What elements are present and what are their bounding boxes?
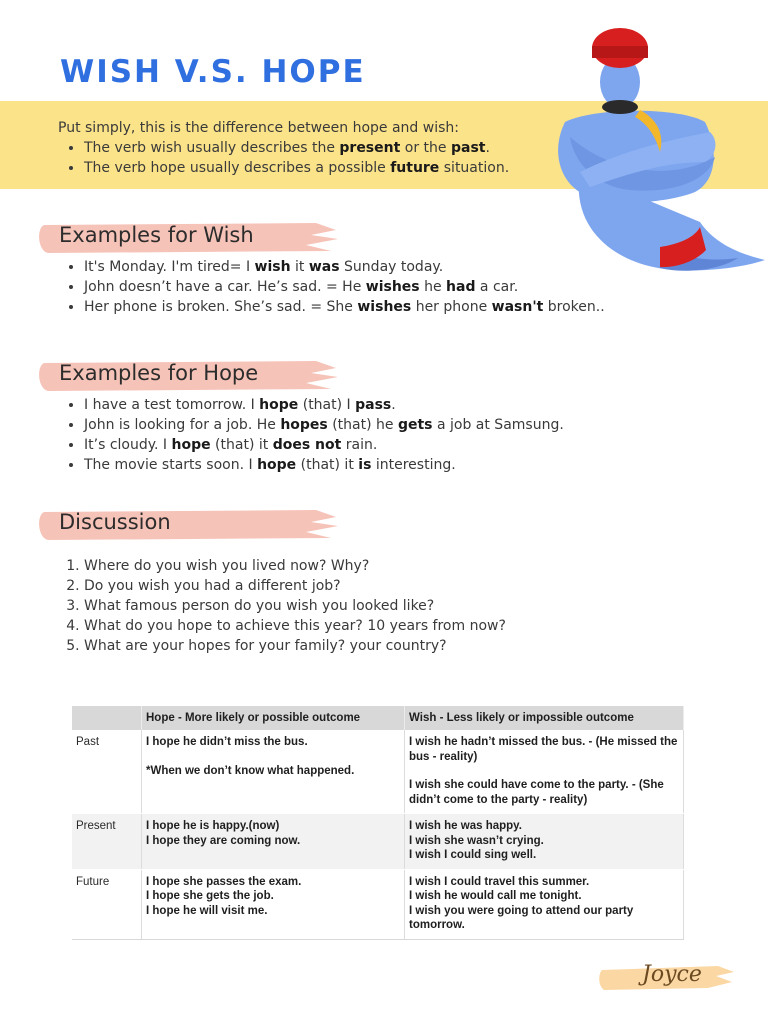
wish-examples-list bbox=[58, 257, 605, 317]
intro-item: • The verb wish usually describes the present or the past. bbox=[84, 138, 509, 158]
hope-heading bbox=[36, 359, 336, 393]
table-cell: Future bbox=[72, 869, 142, 939]
intro-lead: Put simply, this is the difference between hope and wish: bbox=[58, 120, 459, 136]
hope-wish-table bbox=[72, 706, 684, 940]
wish-heading-text: Examples for Wish bbox=[59, 223, 254, 247]
genie-illustration-icon bbox=[510, 22, 768, 287]
table-header bbox=[72, 706, 142, 730]
list-item: • Her phone is broken. She’s sad. = She wishes her phone wasn't broken.. bbox=[84, 297, 605, 317]
table-cell: Past bbox=[72, 730, 142, 814]
wish-heading bbox=[36, 221, 336, 255]
list-item: 1. Where do you wish you lived now? Why? bbox=[84, 556, 506, 576]
intro-list bbox=[58, 138, 509, 178]
list-item: 2. Do you wish you had a different job? bbox=[84, 576, 506, 596]
table-row bbox=[72, 730, 684, 814]
list-item: 3. What famous person do you wish you looked like? bbox=[84, 596, 506, 616]
table-cell: I wish he was happy. I wish she wasn’t crying. I wish I could sing well. bbox=[405, 814, 684, 870]
table-row bbox=[72, 869, 684, 939]
list-item: 5. What are your hopes for your family? your country? bbox=[84, 636, 506, 656]
intro-box bbox=[58, 118, 509, 178]
discussion-heading-text: Discussion bbox=[59, 510, 171, 534]
table-cell: I hope he is happy.(now) I hope they are coming now. bbox=[142, 814, 405, 870]
intro-item: • The verb hope usually describes a possible future situation. bbox=[84, 158, 509, 178]
list-item: • I have a test tomorrow. I hope (that) I pass. bbox=[84, 395, 564, 415]
list-item: 4. What do you hope to achieve this year? 10 years from now? bbox=[84, 616, 506, 636]
table-cell: Present bbox=[72, 814, 142, 870]
list-item: • John is looking for a job. He hopes (that) he gets a job at Samsung. bbox=[84, 415, 564, 435]
list-item: • It's Monday. I'm tired= I wish it was Sunday today. bbox=[84, 257, 605, 277]
table-row bbox=[72, 814, 684, 870]
table-header: Wish - Less likely or impossible outcome bbox=[405, 706, 684, 730]
list-item: • The movie starts soon. I hope (that) it is interesting. bbox=[84, 455, 564, 475]
table-header-row bbox=[72, 706, 684, 730]
discussion-heading bbox=[36, 508, 336, 542]
discussion-list bbox=[58, 556, 506, 656]
list-item: • John doesn’t have a car. He’s sad. = He wishes he had a car. bbox=[84, 277, 605, 297]
signature: Joyce bbox=[642, 962, 702, 987]
list-item: • It’s cloudy. I hope (that) it does not rain. bbox=[84, 435, 564, 455]
table-cell: I wish he hadn’t missed the bus. - (He missed the bus - reality) I wish she could have come to the party. - (She didn’t come to the party - reality) bbox=[405, 730, 684, 814]
hope-examples-list bbox=[58, 395, 564, 475]
table-cell: I wish I could travel this summer. I wish he would call me tonight. I wish you were going to attend our party tomorrow. bbox=[405, 869, 684, 939]
table-cell: I hope she passes the exam. I hope she gets the job. I hope he will visit me. bbox=[142, 869, 405, 939]
hope-heading-text: Examples for Hope bbox=[59, 361, 259, 385]
table-cell: I hope he didn’t miss the bus. *When we don’t know what happened. bbox=[142, 730, 405, 814]
page-title: WISH V.S. HOPE bbox=[60, 54, 366, 90]
table-header: Hope - More likely or possible outcome bbox=[142, 706, 405, 730]
